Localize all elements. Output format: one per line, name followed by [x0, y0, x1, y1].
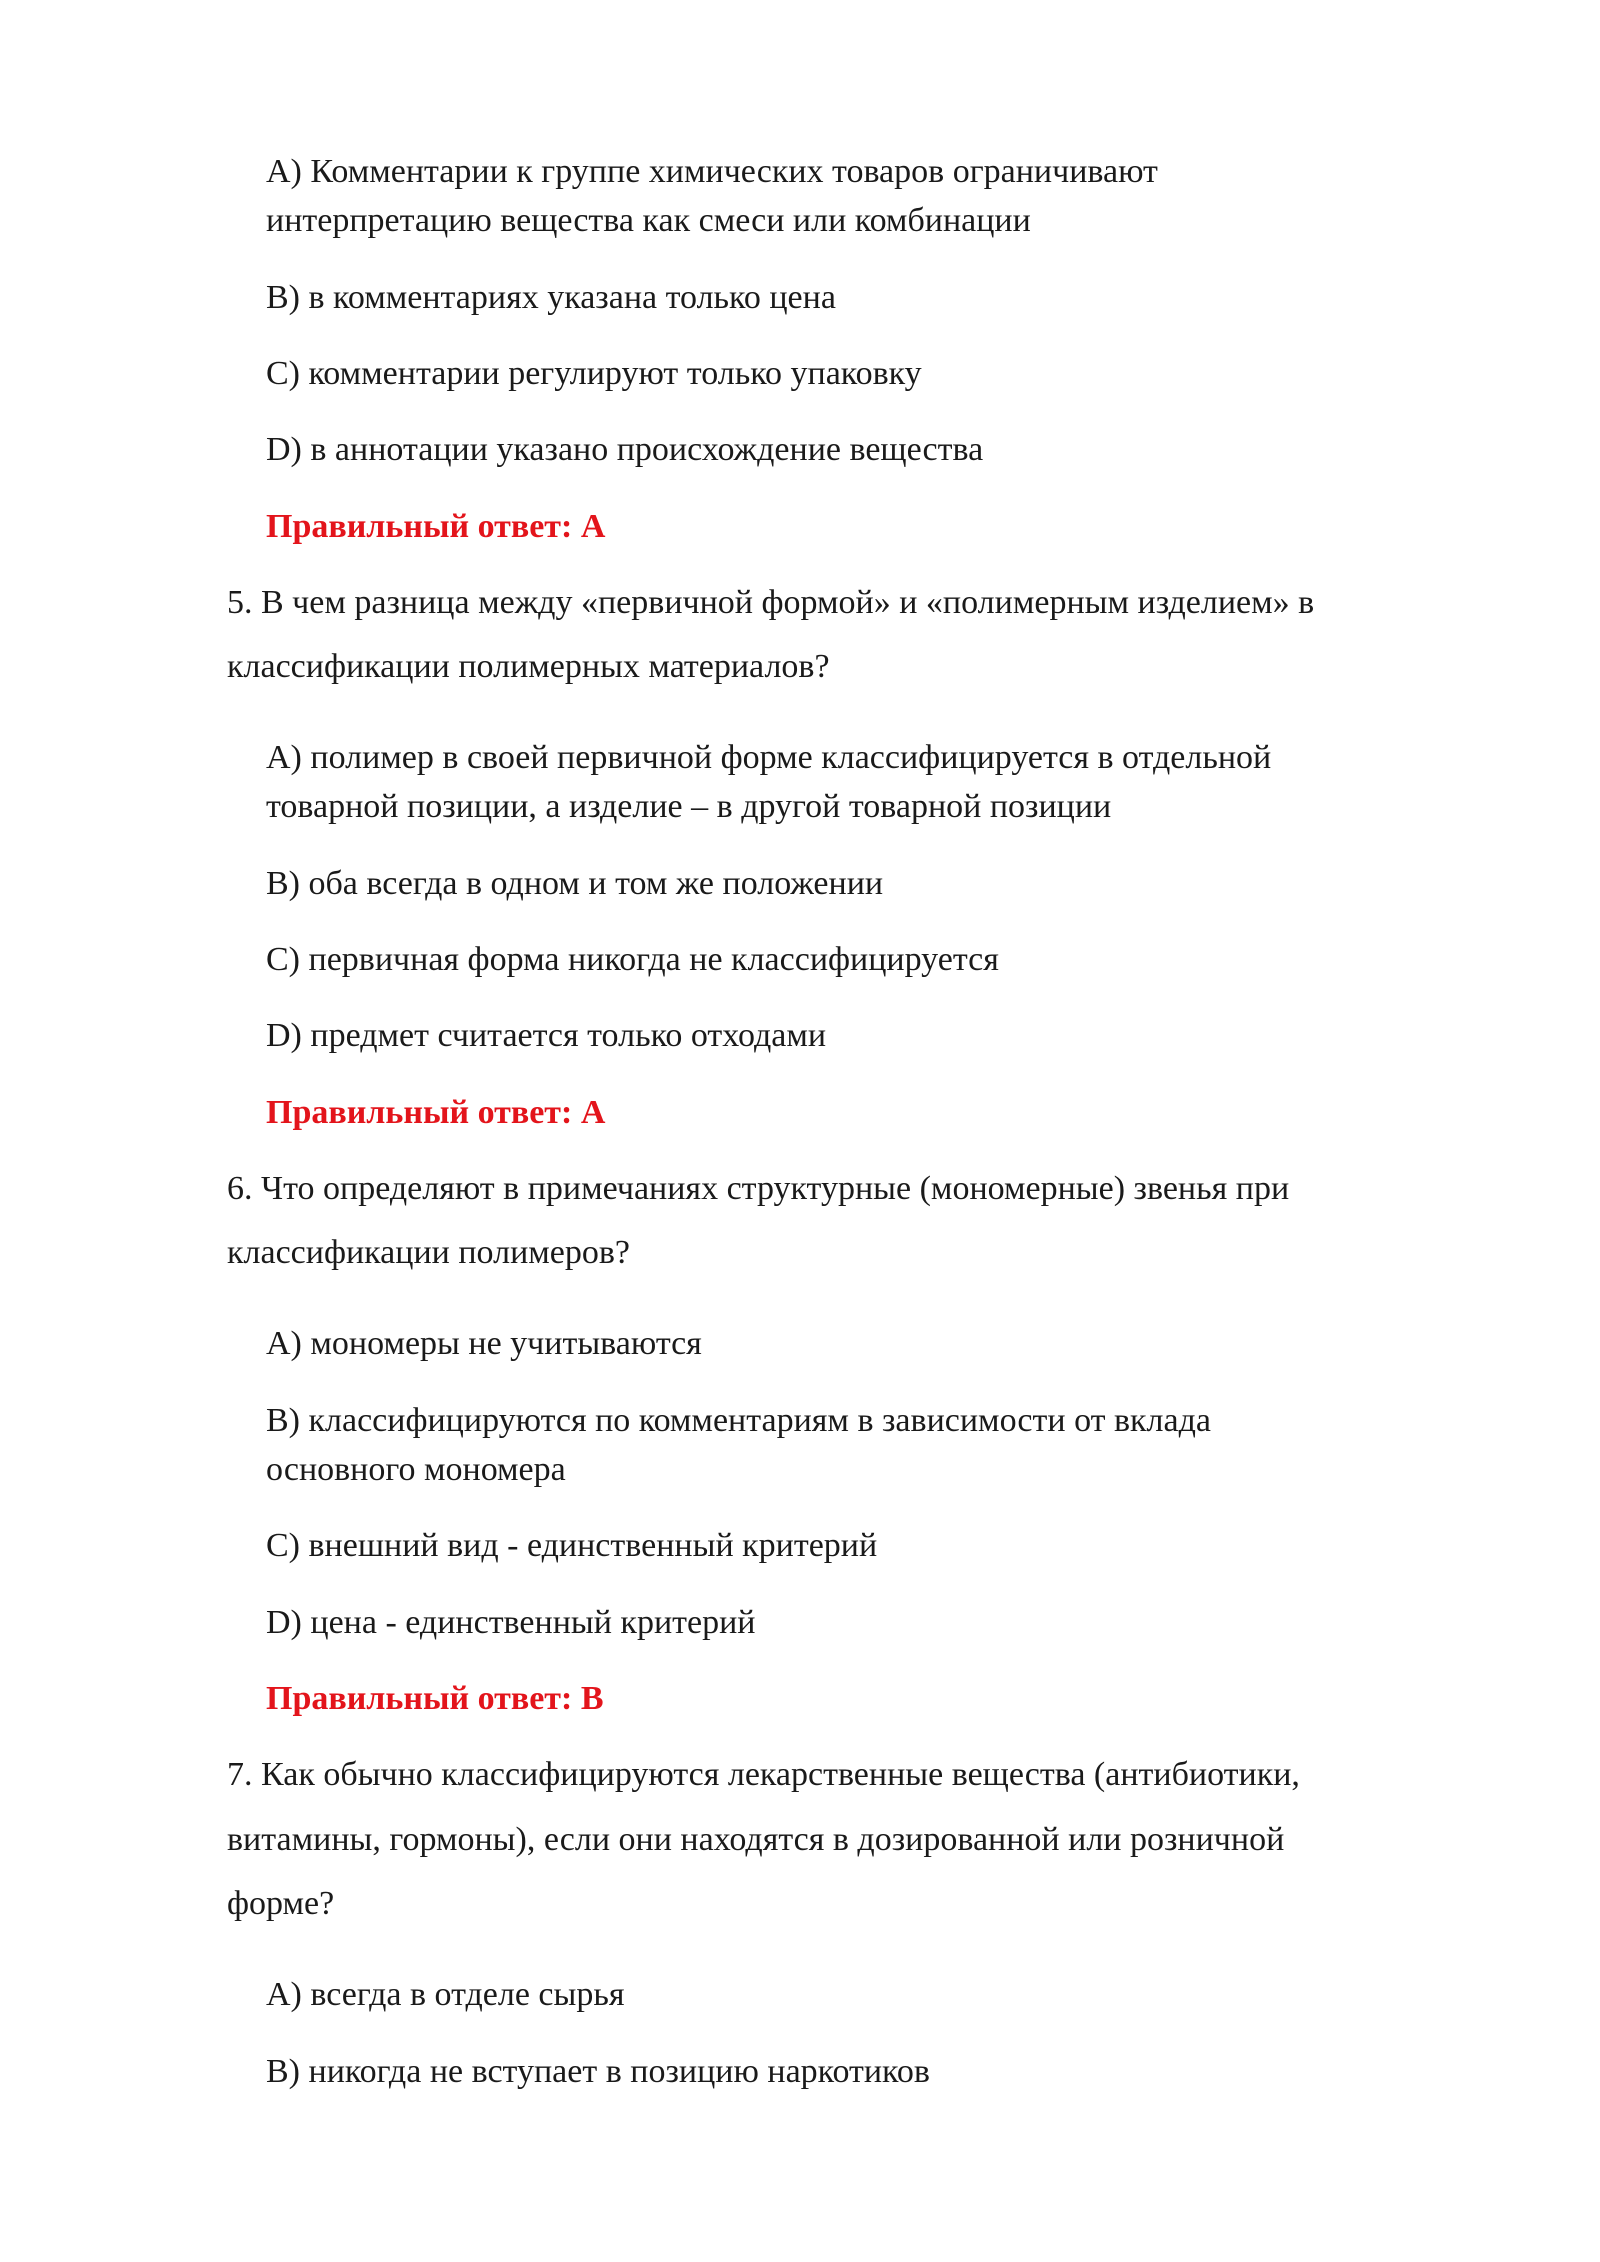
option-a-line-2: интерпретацию вещества как смеси или комбинации: [266, 202, 1031, 239]
option-d: D) предмет считается только отходами: [266, 1017, 827, 1054]
option-b-line-2: основного мономера: [266, 1451, 566, 1488]
option-a-line-1: A) Комментарии к группе химических товаров ограничивают: [266, 153, 1158, 190]
option-a-line-1: A) полимер в своей первичной форме классифицируется в отдельной: [266, 739, 1272, 776]
option-b: B) никогда не вступает в позицию наркотиков: [266, 2053, 930, 2090]
option-b: B) в комментариях указана только цена: [266, 279, 836, 316]
option-d: D) в аннотации указано происхождение вещества: [266, 431, 984, 468]
option-b: B) оба всегда в одном и том же положении: [266, 865, 884, 902]
question-7-line-2: витамины, гормоны), если они находятся в дозированной или розничной: [227, 1821, 1285, 1858]
option-a: A) мономеры не учитываются: [266, 1325, 702, 1362]
option-c: C) первичная форма никогда не классифицируется: [266, 941, 999, 978]
correct-answer: Правильный ответ: B: [266, 1680, 604, 1717]
question-7-line-3: форме?: [227, 1885, 335, 1922]
question-7-line-1: 7. Как обычно классифицируются лекарственные вещества (антибиотики,: [227, 1756, 1300, 1793]
question-6-line-2: классификации полимеров?: [227, 1234, 631, 1271]
option-d: D) цена - единственный критерий: [266, 1604, 756, 1641]
option-a: A) всегда в отделе сырья: [266, 1976, 625, 2013]
option-a-line-2: товарной позиции, а изделие – в другой товарной позиции: [266, 788, 1112, 825]
question-5-line-1: 5. В чем разница между «первичной формой» и «полимерным изделием» в: [227, 584, 1315, 621]
question-5-line-2: классификации полимерных материалов?: [227, 648, 830, 685]
option-c: C) внешний вид - единственный критерий: [266, 1527, 878, 1564]
correct-answer: Правильный ответ: A: [266, 1094, 606, 1131]
correct-answer: Правильный ответ: A: [266, 508, 606, 545]
option-b-line-1: B) классифицируются по комментариям в зависимости от вклада: [266, 1402, 1211, 1439]
question-6-line-1: 6. Что определяют в примечаниях структурные (мономерные) звенья при: [227, 1170, 1290, 1207]
option-c: C) комментарии регулируют только упаковку: [266, 355, 922, 392]
